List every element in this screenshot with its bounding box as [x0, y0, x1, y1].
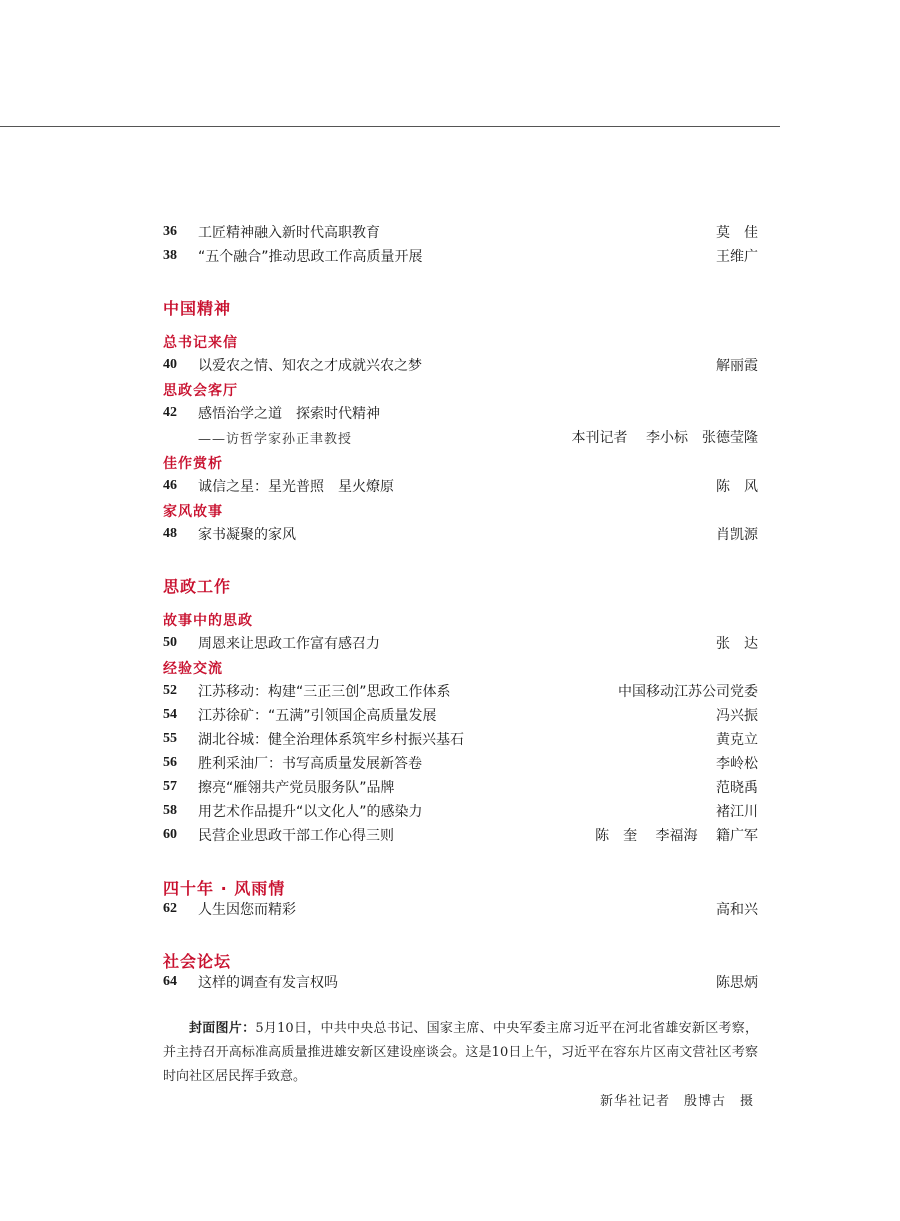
toc-entry[interactable]: [163, 221, 758, 243]
photo-credit: 新华社记者 殷博古 摄: [599, 1094, 754, 1109]
article-title: 人生因您而精彩: [198, 902, 296, 918]
article-title: 民营企业思政干部工作心得三则: [198, 828, 394, 844]
column-heading: 总书记来信: [163, 335, 238, 351]
article-title: 湖北谷城：健全治理体系筑牢乡村振兴基石: [198, 732, 464, 748]
article-title: 周恩来让思政工作富有感召力: [198, 636, 380, 652]
header-rule: [0, 126, 780, 127]
toc-entry[interactable]: [163, 728, 758, 750]
article-author: 莫 佳: [716, 225, 758, 241]
section-heading: 四十年 · 风雨情: [163, 879, 286, 898]
article-title: 这样的调查有发言权吗: [198, 975, 338, 991]
article-title: 江苏徐矿：“五满”引领国企高质量发展: [198, 708, 437, 724]
page-number: 57: [163, 779, 177, 794]
column-heading: 经验交流: [163, 661, 223, 677]
article-author: 陈 奎 李福海 籍广军: [595, 828, 758, 844]
article-title: 擦亮“雁翎共产党员服务队”品牌: [198, 780, 395, 796]
toc-entry[interactable]: [163, 800, 758, 822]
toc-entry[interactable]: [163, 245, 758, 267]
article-author: 张 达: [716, 636, 758, 652]
page-number: 50: [163, 635, 177, 650]
article-author: 陈 风: [716, 479, 758, 495]
toc-entry[interactable]: [163, 632, 758, 654]
toc-entry[interactable]: [163, 898, 758, 920]
column-heading: 思政会客厅: [163, 383, 238, 399]
page-number: 62: [163, 901, 177, 916]
article-title: 工匠精神融入新时代高职教育: [198, 225, 380, 241]
article-title: 家书凝聚的家风: [198, 527, 296, 543]
section-heading: 中国精神: [163, 299, 232, 318]
cover-label: 封面图片：: [189, 1021, 256, 1036]
article-title: 用艺术作品提升“以文化人”的感染力: [198, 804, 423, 820]
section-heading: 社会论坛: [163, 952, 232, 971]
page-number: 38: [163, 248, 177, 263]
toc-entry[interactable]: [163, 704, 758, 726]
article-author: 本刊记者 李小标 张德莹隆: [571, 430, 758, 446]
page-number: 40: [163, 357, 177, 372]
article-author: 肖凯源: [716, 527, 758, 543]
column-heading: 家风故事: [163, 504, 223, 520]
toc-entry[interactable]: [163, 752, 758, 774]
column-heading: 佳作赏析: [163, 456, 223, 472]
page-number: 60: [163, 827, 177, 842]
article-author: 黄克立: [716, 732, 758, 748]
article-author: 褚江川: [716, 804, 758, 820]
toc-entry[interactable]: [163, 971, 758, 993]
article-author: 王维广: [716, 249, 758, 265]
page-number: 42: [163, 405, 177, 420]
article-title: 江苏移动：构建“三正三创”思政工作体系: [198, 684, 451, 700]
article-author: 高和兴: [716, 902, 758, 918]
article-title: 感悟治学之道 探索时代精神: [198, 406, 380, 422]
toc-entry[interactable]: [163, 354, 758, 376]
page-number: 56: [163, 755, 177, 770]
page-number: 52: [163, 683, 177, 698]
article-title: 胜利采油厂：书写高质量发展新答卷: [198, 756, 422, 772]
toc-entry[interactable]: [163, 776, 758, 798]
page-number: 64: [163, 974, 177, 989]
article-title: “五个融合”推动思政工作高质量开展: [198, 249, 423, 265]
article-author: 中国移动江苏公司党委: [618, 684, 758, 700]
page-number: 54: [163, 707, 177, 722]
toc-subtitle: [163, 426, 758, 448]
page-number: 36: [163, 224, 177, 239]
page-number: 55: [163, 731, 177, 746]
cover-text: 5月10日，中共中央总书记、国家主席、中央军委主席习近平在河北省雄安新区考察，并主持召开高标准高质量推进雄安新区建设座谈会。这是10日上午，习近平在容东片区南文营社区考察时向社区居民挥手致意。: [163, 1021, 758, 1084]
page-number: 48: [163, 526, 177, 541]
article-author: 陈思炳: [716, 975, 758, 991]
page-number: 46: [163, 478, 177, 493]
article-author: 解丽霞: [716, 358, 758, 374]
toc-entry[interactable]: [163, 402, 758, 424]
toc-entry[interactable]: [163, 680, 758, 702]
toc-entry[interactable]: [163, 824, 758, 846]
article-subtitle: ——访哲学家孙正聿教授: [198, 431, 353, 447]
section-heading: 思政工作: [163, 577, 232, 596]
column-heading: 故事中的思政: [163, 613, 253, 629]
page-number: 58: [163, 803, 177, 818]
article-author: 范晓禹: [716, 780, 758, 796]
article-title: 诚信之星：星光普照 星火燎原: [198, 479, 394, 495]
cover-caption: [163, 1017, 758, 1089]
article-title: 以爱农之情、知农之才成就兴农之梦: [198, 358, 422, 374]
toc-entry[interactable]: [163, 523, 758, 545]
article-author: 冯兴振: [716, 708, 758, 724]
toc-entry[interactable]: [163, 475, 758, 497]
article-author: 李岭松: [716, 756, 758, 772]
